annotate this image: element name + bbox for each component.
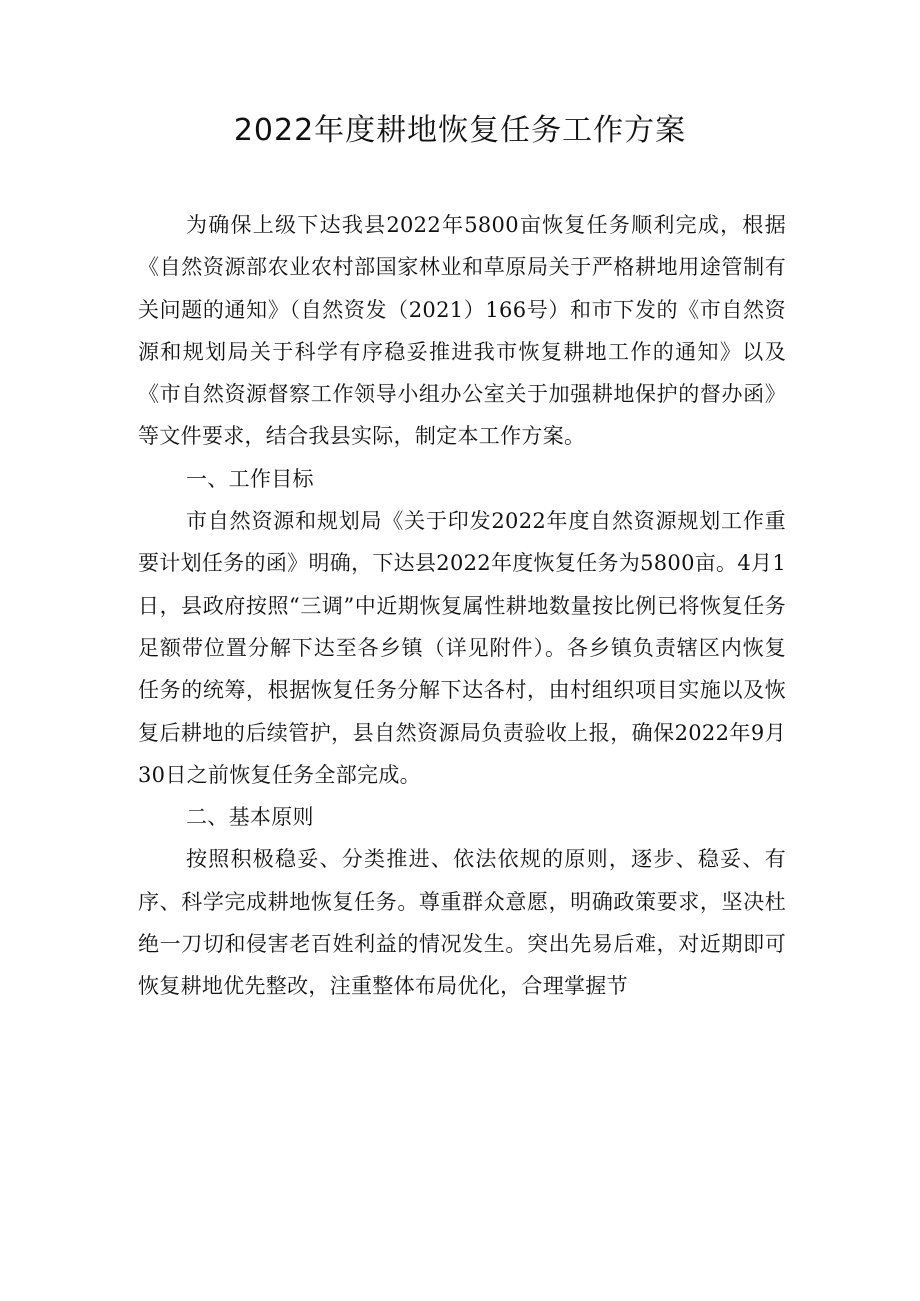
- paragraph-intro: 为确保上级下达我县2022年5800亩恢复任务顺利完成，根据《自然资源部农业农村部国家林业和草原局关于严格耕地用途管制有关问题的通知》（自然资发（2021）166号）和市下发的《市自然资源和规划局关于科学有序稳妥推进我市恢复耕地工作的通知》以及《市自然资源督察工作领导小组办公室关于加强耕地保护的督办函》等文件要求，结合我县实际，制定本工作方案。: [138, 213, 786, 449]
- document-title: 2022年度耕地恢复任务工作方案: [233, 113, 687, 148]
- paragraph-goals: 市自然资源和规划局《关于印发2022年度自然资源规划工作重要计划任务的函》明确，下达县2022年度恢复任务为5800亩。4月1日，县政府按照“三调”中近期恢复属性耕地数量按比例已将恢复任务足额带位置分解下达至各乡镇（详见附件）。各乡镇负责辖区内恢复任务的统筹，根据恢复任务分解下达各村，由村组织项目实施以及恢复后耕地的后续管护，县自然资源局负责验收上报，确保2022年9月30日之前恢复任务全部完成。: [138, 509, 786, 787]
- section-heading-principles: 二、基本原则: [186, 805, 314, 830]
- section-heading-goals: 一、工作目标: [186, 466, 314, 491]
- document-body: [138, 204, 786, 1008]
- paragraph-principles: 按照积极稳妥、分类推进、依法依规的原则，逐步、稳妥、有序、科学完成耕地恢复任务。尊重群众意愿，明确政策要求，坚决杜绝一刀切和侵害老百姓利益的情况发生。突出先易后难，对近期即可恢复耕地优先整改，注重整体布局优化，合理掌握节: [138, 847, 786, 999]
